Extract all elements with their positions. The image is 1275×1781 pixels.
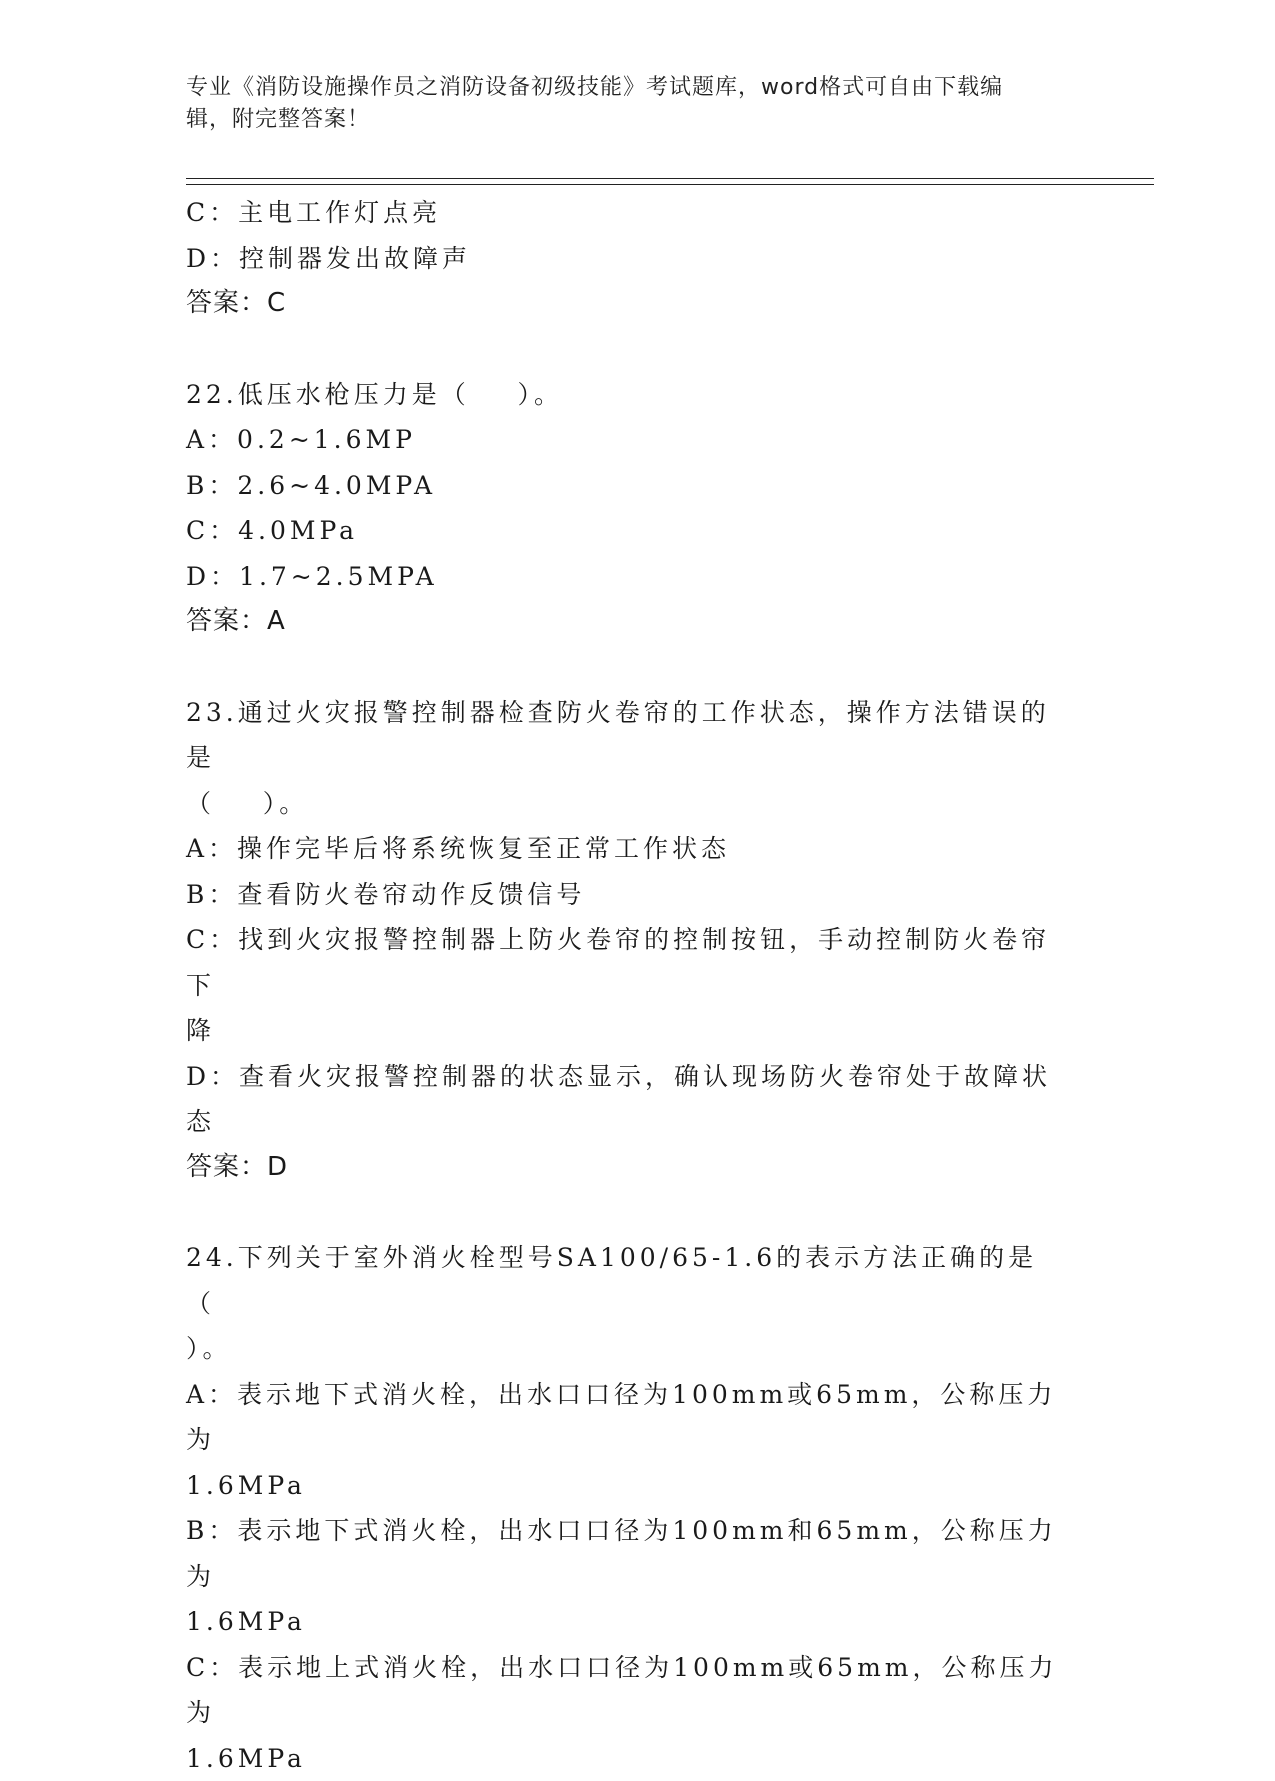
option-b: B：表示地下式消火栓，出水口口径为100mm和65mm，公称压力为 bbox=[186, 1508, 1066, 1599]
option-c: C：4.0MPa bbox=[186, 508, 1066, 554]
option-d: D：1.7~2.5MPA bbox=[186, 554, 1066, 600]
option-c: C：表示地上式消火栓，出水口口径为100mm或65mm，公称压力为 bbox=[186, 1645, 1066, 1736]
spacer bbox=[186, 1190, 1066, 1235]
document-header bbox=[186, 72, 1066, 136]
spacer bbox=[186, 327, 1066, 372]
option-b: B：查看防火卷帘动作反馈信号 bbox=[186, 872, 1066, 918]
option-c: C：主电工作灯点亮 bbox=[186, 190, 1066, 236]
question-list bbox=[186, 190, 1066, 1781]
option-a: A：表示地下式消火栓，出水口口径为100mm或65mm，公称压力为 bbox=[186, 1372, 1066, 1463]
question-24 bbox=[186, 1235, 1066, 1781]
option-c: C：找到火灾报警控制器上防火卷帘的控制按钮，手动控制防火卷帘下 bbox=[186, 917, 1066, 1008]
option-b: B：2.6~4.0MPA bbox=[186, 463, 1066, 509]
answer-line: 答案：D bbox=[186, 1145, 1066, 1191]
question-23 bbox=[186, 690, 1066, 1191]
option-b-continued: 1.6MPa bbox=[186, 1599, 1066, 1645]
question-stem: 24.下列关于室外消火栓型号SA100/65-1.6的表示方法正确的是（ bbox=[186, 1235, 1066, 1326]
answer-line: 答案：C bbox=[186, 281, 1066, 327]
question-stem-continued: （ ）。 bbox=[186, 781, 1066, 827]
option-c-continued: 1.6MPa bbox=[186, 1736, 1066, 1781]
option-d: D：控制器发出故障声 bbox=[186, 236, 1066, 282]
header-divider bbox=[186, 178, 1154, 185]
question-stem: 23.通过火灾报警控制器检查防火卷帘的工作状态，操作方法错误的是 bbox=[186, 690, 1066, 781]
answer-line: 答案：A bbox=[186, 599, 1066, 645]
question-21-tail bbox=[186, 190, 1066, 327]
option-d: D：查看火灾报警控制器的状态显示，确认现场防火卷帘处于故障状态 bbox=[186, 1054, 1066, 1145]
header-line-1: 专业《消防设施操作员之消防设备初级技能》考试题库，word格式可自由下载编 bbox=[186, 72, 1066, 104]
option-a: A：0.2~1.6MP bbox=[186, 417, 1066, 463]
option-c-continued: 降 bbox=[186, 1008, 1066, 1054]
question-stem-continued: ）。 bbox=[186, 1326, 1066, 1372]
question-stem: 22.低压水枪压力是（ ）。 bbox=[186, 372, 1066, 418]
option-a: A：操作完毕后将系统恢复至正常工作状态 bbox=[186, 826, 1066, 872]
question-22 bbox=[186, 372, 1066, 645]
spacer bbox=[186, 645, 1066, 690]
option-a-continued: 1.6MPa bbox=[186, 1463, 1066, 1509]
document-page bbox=[186, 0, 1146, 1650]
header-line-2: 辑，附完整答案！ bbox=[186, 104, 1066, 136]
